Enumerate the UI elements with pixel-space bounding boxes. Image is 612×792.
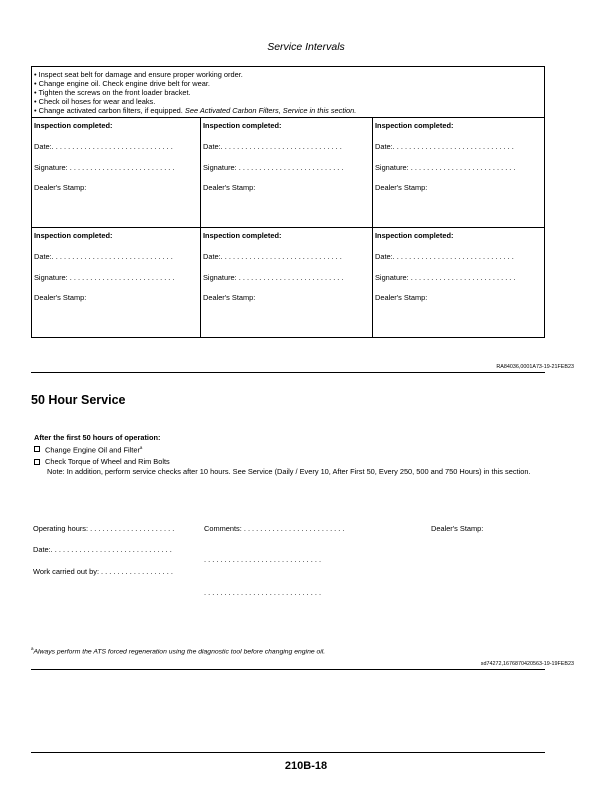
date-field: Date:. . . . . . . . . . . . . . . . . . . . . . . . . . . . . . bbox=[34, 142, 173, 151]
footnote-marker: a bbox=[139, 444, 143, 450]
cell-title: Inspection completed: bbox=[34, 231, 113, 240]
task-item bbox=[34, 106, 356, 115]
cell-title: Inspection completed: bbox=[34, 121, 113, 130]
footnote-text: Always perform the ATS forced regeneration using the diagnostic tool before changing engine oil. bbox=[33, 648, 326, 656]
reference-code: RA84036,0001A73-19-21FEB23 bbox=[496, 364, 574, 370]
signature-field: Signature: . . . . . . . . . . . . . . . . . . . . . . . . . . bbox=[375, 273, 516, 282]
operating-hours-field: Operating hours: . . . . . . . . . . . . . . . . . . . . . bbox=[33, 524, 175, 533]
cell-title: Inspection completed: bbox=[375, 231, 454, 240]
task-item: • Check oil hoses for wear and leaks. bbox=[34, 97, 156, 106]
dealer-stamp-field: Dealer's Stamp: bbox=[203, 183, 256, 192]
task-item-text: • Change activated carbon filters, if equipped. bbox=[34, 106, 185, 115]
task-item: • Tighten the screws on the front loader bracket. bbox=[34, 88, 191, 97]
inspection-cell bbox=[375, 228, 543, 336]
checklist-heading: After the first 50 hours of operation: bbox=[34, 433, 161, 442]
signature-field: Signature: . . . . . . . . . . . . . . . . . . . . . . . . . . bbox=[34, 273, 175, 282]
footnote-marker: a bbox=[31, 646, 34, 651]
cell-title: Inspection completed: bbox=[203, 231, 282, 240]
section-rule bbox=[31, 669, 545, 670]
date-field: Date:. . . . . . . . . . . . . . . . . . . . . . . . . . . . . . bbox=[34, 252, 173, 261]
inspection-cell bbox=[34, 228, 198, 336]
page-number: 210B-18 bbox=[284, 760, 328, 772]
service-checklist bbox=[34, 433, 544, 476]
inspection-box bbox=[31, 66, 545, 338]
date-field: Date:. . . . . . . . . . . . . . . . . . . . . . . . . . . . . . bbox=[375, 142, 514, 151]
dealer-stamp-field: Dealer's Stamp: bbox=[375, 293, 428, 302]
dealer-stamp-field: Dealer's Stamp: bbox=[34, 293, 87, 302]
inspection-cell bbox=[375, 118, 543, 226]
cell-title: Inspection completed: bbox=[375, 121, 454, 130]
note-text: Note: In addition, perform service checks after 10 hours. See Service (Daily / Every 10, After First 50, Every 250, 500 and 750 Hours) in this section. bbox=[47, 466, 531, 476]
dealer-stamp-field: Dealer's Stamp: bbox=[203, 293, 256, 302]
inspection-cell bbox=[203, 118, 369, 226]
signature-field: Signature: . . . . . . . . . . . . . . . . . . . . . . . . . . bbox=[203, 273, 344, 282]
comments-line: . . . . . . . . . . . . . . . . . . . . . . . . . . . . . bbox=[204, 588, 322, 597]
footnote bbox=[31, 646, 325, 655]
checklist-item-label: Check Torque of Wheel and Rim Bolts bbox=[45, 457, 170, 467]
running-header: Service Intervals bbox=[267, 41, 345, 53]
signature-field: Signature: . . . . . . . . . . . . . . . . . . . . . . . . . . bbox=[203, 163, 344, 172]
section-rule bbox=[31, 372, 545, 373]
work-carried-out-field: Work carried out by: . . . . . . . . . . . . . . . . . . bbox=[33, 567, 173, 576]
date-field: Date:. . . . . . . . . . . . . . . . . . . . . . . . . . . . . . bbox=[203, 142, 342, 151]
footer-rule bbox=[31, 752, 545, 753]
cell-title: Inspection completed: bbox=[203, 121, 282, 130]
dealer-stamp-field: Dealer's Stamp: bbox=[431, 524, 484, 533]
date-field: Date:. . . . . . . . . . . . . . . . . . . . . . . . . . . . . . bbox=[203, 252, 342, 261]
signature-field: Signature: . . . . . . . . . . . . . . . . . . . . . . . . . . bbox=[375, 163, 516, 172]
date-field: Date:. . . . . . . . . . . . . . . . . . . . . . . . . . . . . . bbox=[375, 252, 514, 261]
column-divider bbox=[200, 117, 201, 338]
comments-field: Comments: . . . . . . . . . . . . . . . . . . . . . . . . . bbox=[204, 524, 345, 533]
checkbox-icon[interactable] bbox=[34, 459, 40, 465]
task-item: • Change engine oil. Check engine drive belt for wear. bbox=[34, 79, 210, 88]
date-field: Date:. . . . . . . . . . . . . . . . . . . . . . . . . . . . . . bbox=[33, 545, 172, 554]
column-divider bbox=[372, 117, 373, 338]
task-item: • Inspect seat belt for damage and ensure proper working order. bbox=[34, 70, 243, 79]
comments-line: . . . . . . . . . . . . . . . . . . . . . . . . . . . . . bbox=[204, 555, 322, 564]
checklist-item bbox=[34, 457, 544, 467]
cross-reference: See Activated Carbon Filters, Service in this section. bbox=[184, 106, 357, 115]
section-title: 50 Hour Service bbox=[31, 393, 126, 407]
checkbox-icon[interactable] bbox=[34, 446, 40, 452]
checklist-item bbox=[34, 443, 544, 455]
dealer-stamp-field: Dealer's Stamp: bbox=[34, 183, 87, 192]
task-list bbox=[34, 70, 356, 115]
signature-field: Signature: . . . . . . . . . . . . . . . . . . . . . . . . . . bbox=[34, 163, 175, 172]
inspection-cell bbox=[203, 228, 369, 336]
inspection-cell bbox=[34, 118, 198, 226]
reference-code: sd74272,1676870420563-19-19FEB23 bbox=[480, 661, 574, 667]
dealer-stamp-field: Dealer's Stamp: bbox=[375, 183, 428, 192]
checklist-item-label: Change Engine Oil and Filter bbox=[45, 444, 140, 454]
